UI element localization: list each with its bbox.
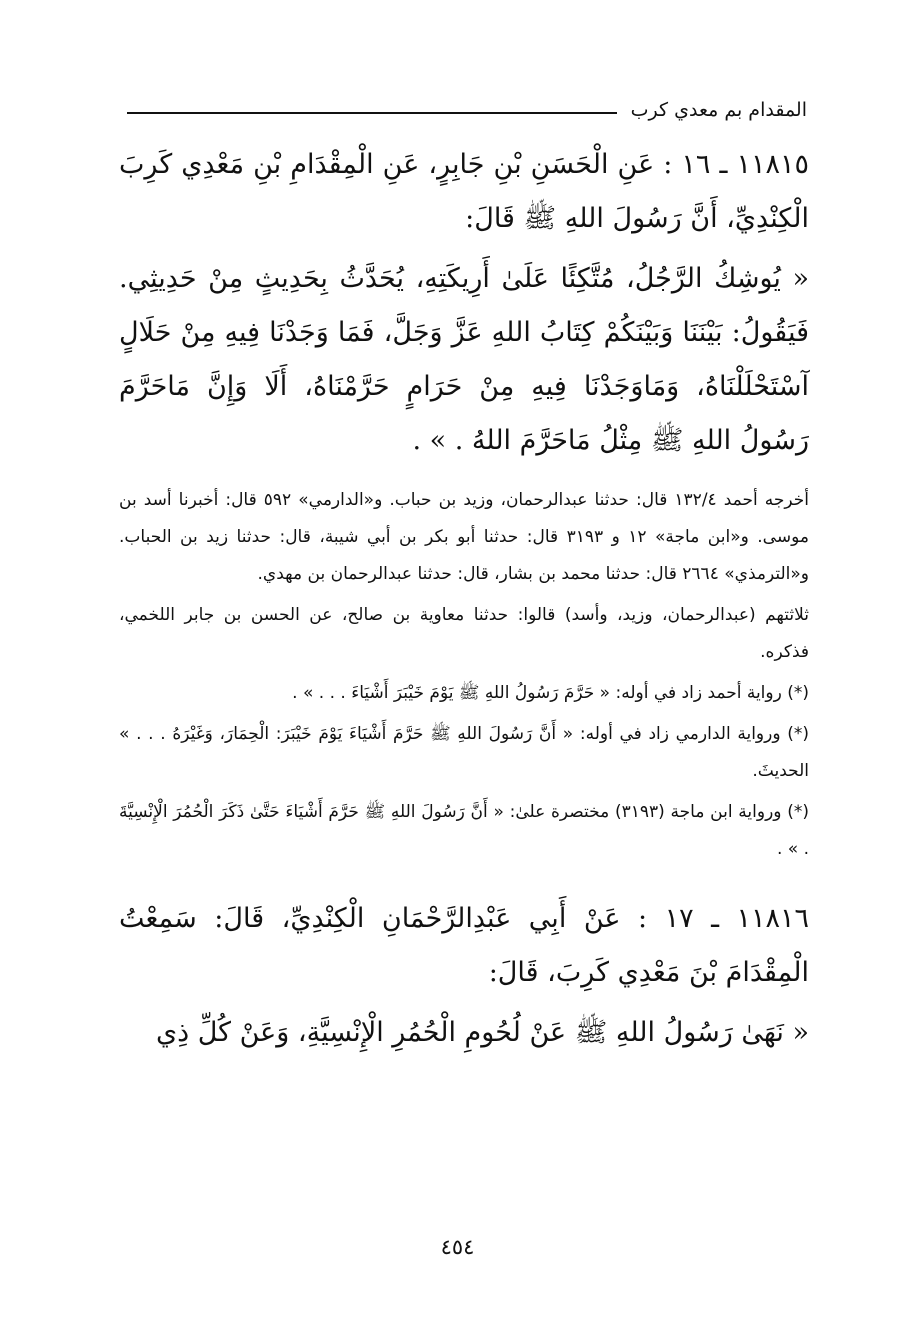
hadith-11815-matn: « يُوشِكُ الرَّجُلُ، مُتَّكِئًا عَلَىٰ أَرِيكَتِهِ، يُحَدَّثُ بِحَدِيثٍ مِنْ حَدِيثِي. فَيَقُولُ: بَيْنَنَا وَبَيْنَكُمْ كِتَابُ اللهِ عَزَّ وَجَلَّ، فَمَا وَجَدْنَا فِيهِ مِنْ حَلَالٍ آسْتَحْلَلْنَاهُ، وَمَاوَجَدْنَا فِيهِ مِنْ حَرَامٍ حَرَّمْنَاهُ، أَلَا وَإِنَّ مَاحَرَّمَ رَسُولُ اللهِ ﷺ مِثْلُ مَاحَرَّمَ اللهُ . » . bbox=[119, 263, 809, 456]
page-number: ٤٥٤ bbox=[440, 1235, 475, 1259]
header-rule bbox=[127, 112, 617, 114]
takhrij-notes bbox=[119, 482, 809, 868]
variant-narration-ahmad: (*) رواية أحمد زاد في أوله: « حَرَّمَ رَسُولُ اللهِ ﷺ يَوْمَ خَيْبَرَ أَشْيَاءَ . . . » . bbox=[292, 683, 809, 703]
hadith-11815-isnad: ١١٨١٥ ـ ١٦ : عَنِ الْحَسَنِ بْنِ جَابِرٍ، عَنِ الْمِقْدَامِ بْنِ مَعْدِي كَرِبَ الْكِنْدِيِّ، أَنَّ رَسُولَ اللهِ ﷺ قَالَ: bbox=[119, 149, 809, 234]
page-content bbox=[119, 138, 809, 1060]
hadith-11816 bbox=[119, 892, 809, 1060]
hadith-11816-matn: « نَهَىٰ رَسُولُ اللهِ ﷺ عَنْ لُحُومِ الْحُمُرِ الْإِنْسِيَّةِ، وَعَنْ كُلِّ ذِي bbox=[155, 1017, 809, 1048]
header-title: المقدام بم معدي كرب bbox=[630, 99, 807, 121]
variant-narration-darimi: (*) ورواية الدارمي زاد في أوله: « أَنَّ رَسُولَ اللهِ ﷺ حَرَّمَ أَشْيَاءَ يَوْمَ خَيْبَرَ: الْحِمَارَ، وَغَيْرَهُ . . . » الحديثَ. bbox=[119, 724, 809, 781]
variant-narration-ibn-majah: (*) ورواية ابن ماجة (٣١٩٣) مختصرة علىٰ: « أَنَّ رَسُولَ اللهِ ﷺ حَرَّمَ أَشْيَاءَ حَتَّىٰ ذَكَرَ الْحُمُرَ الْإِنْسِيَّةَ . » . bbox=[119, 802, 809, 859]
takhrij-paragraph: ثلاثتهم (عبدالرحمان، وزيد، وأسد) قالوا: حدثنا معاوية بن صالح، عن الحسن بن جابر اللخمي، فذكره. bbox=[119, 605, 809, 662]
takhrij-paragraph: أخرجه أحمد ١٣٢/٤ قال: حدثنا عبدالرحمان، وزيد بن حباب. و«الدارمي» ٥٩٢ قال: أخبرنا أسد بن موسى. و«ابن ماجة» ١٢ و ٣١٩٣ قال: حدثنا أبو بكر بن أبي شيبة، قال: حدثنا زيد بن الحباب. و«الترمذي» ٢٦٦٤ قال: حدثنا محمد بن بشار، قال: حدثنا عبدالرحمان بن مهدي. bbox=[119, 490, 809, 584]
running-header bbox=[127, 92, 807, 128]
hadith-11816-isnad: ١١٨١٦ ـ ١٧ : عَنْ أَبِي عَبْدِالرَّحْمَانِ الْكِنْدِيِّ، قَالَ: سَمِعْتُ الْمِقْدَامَ بْنَ مَعْدِي كَرِبَ، قَالَ: bbox=[119, 903, 809, 988]
